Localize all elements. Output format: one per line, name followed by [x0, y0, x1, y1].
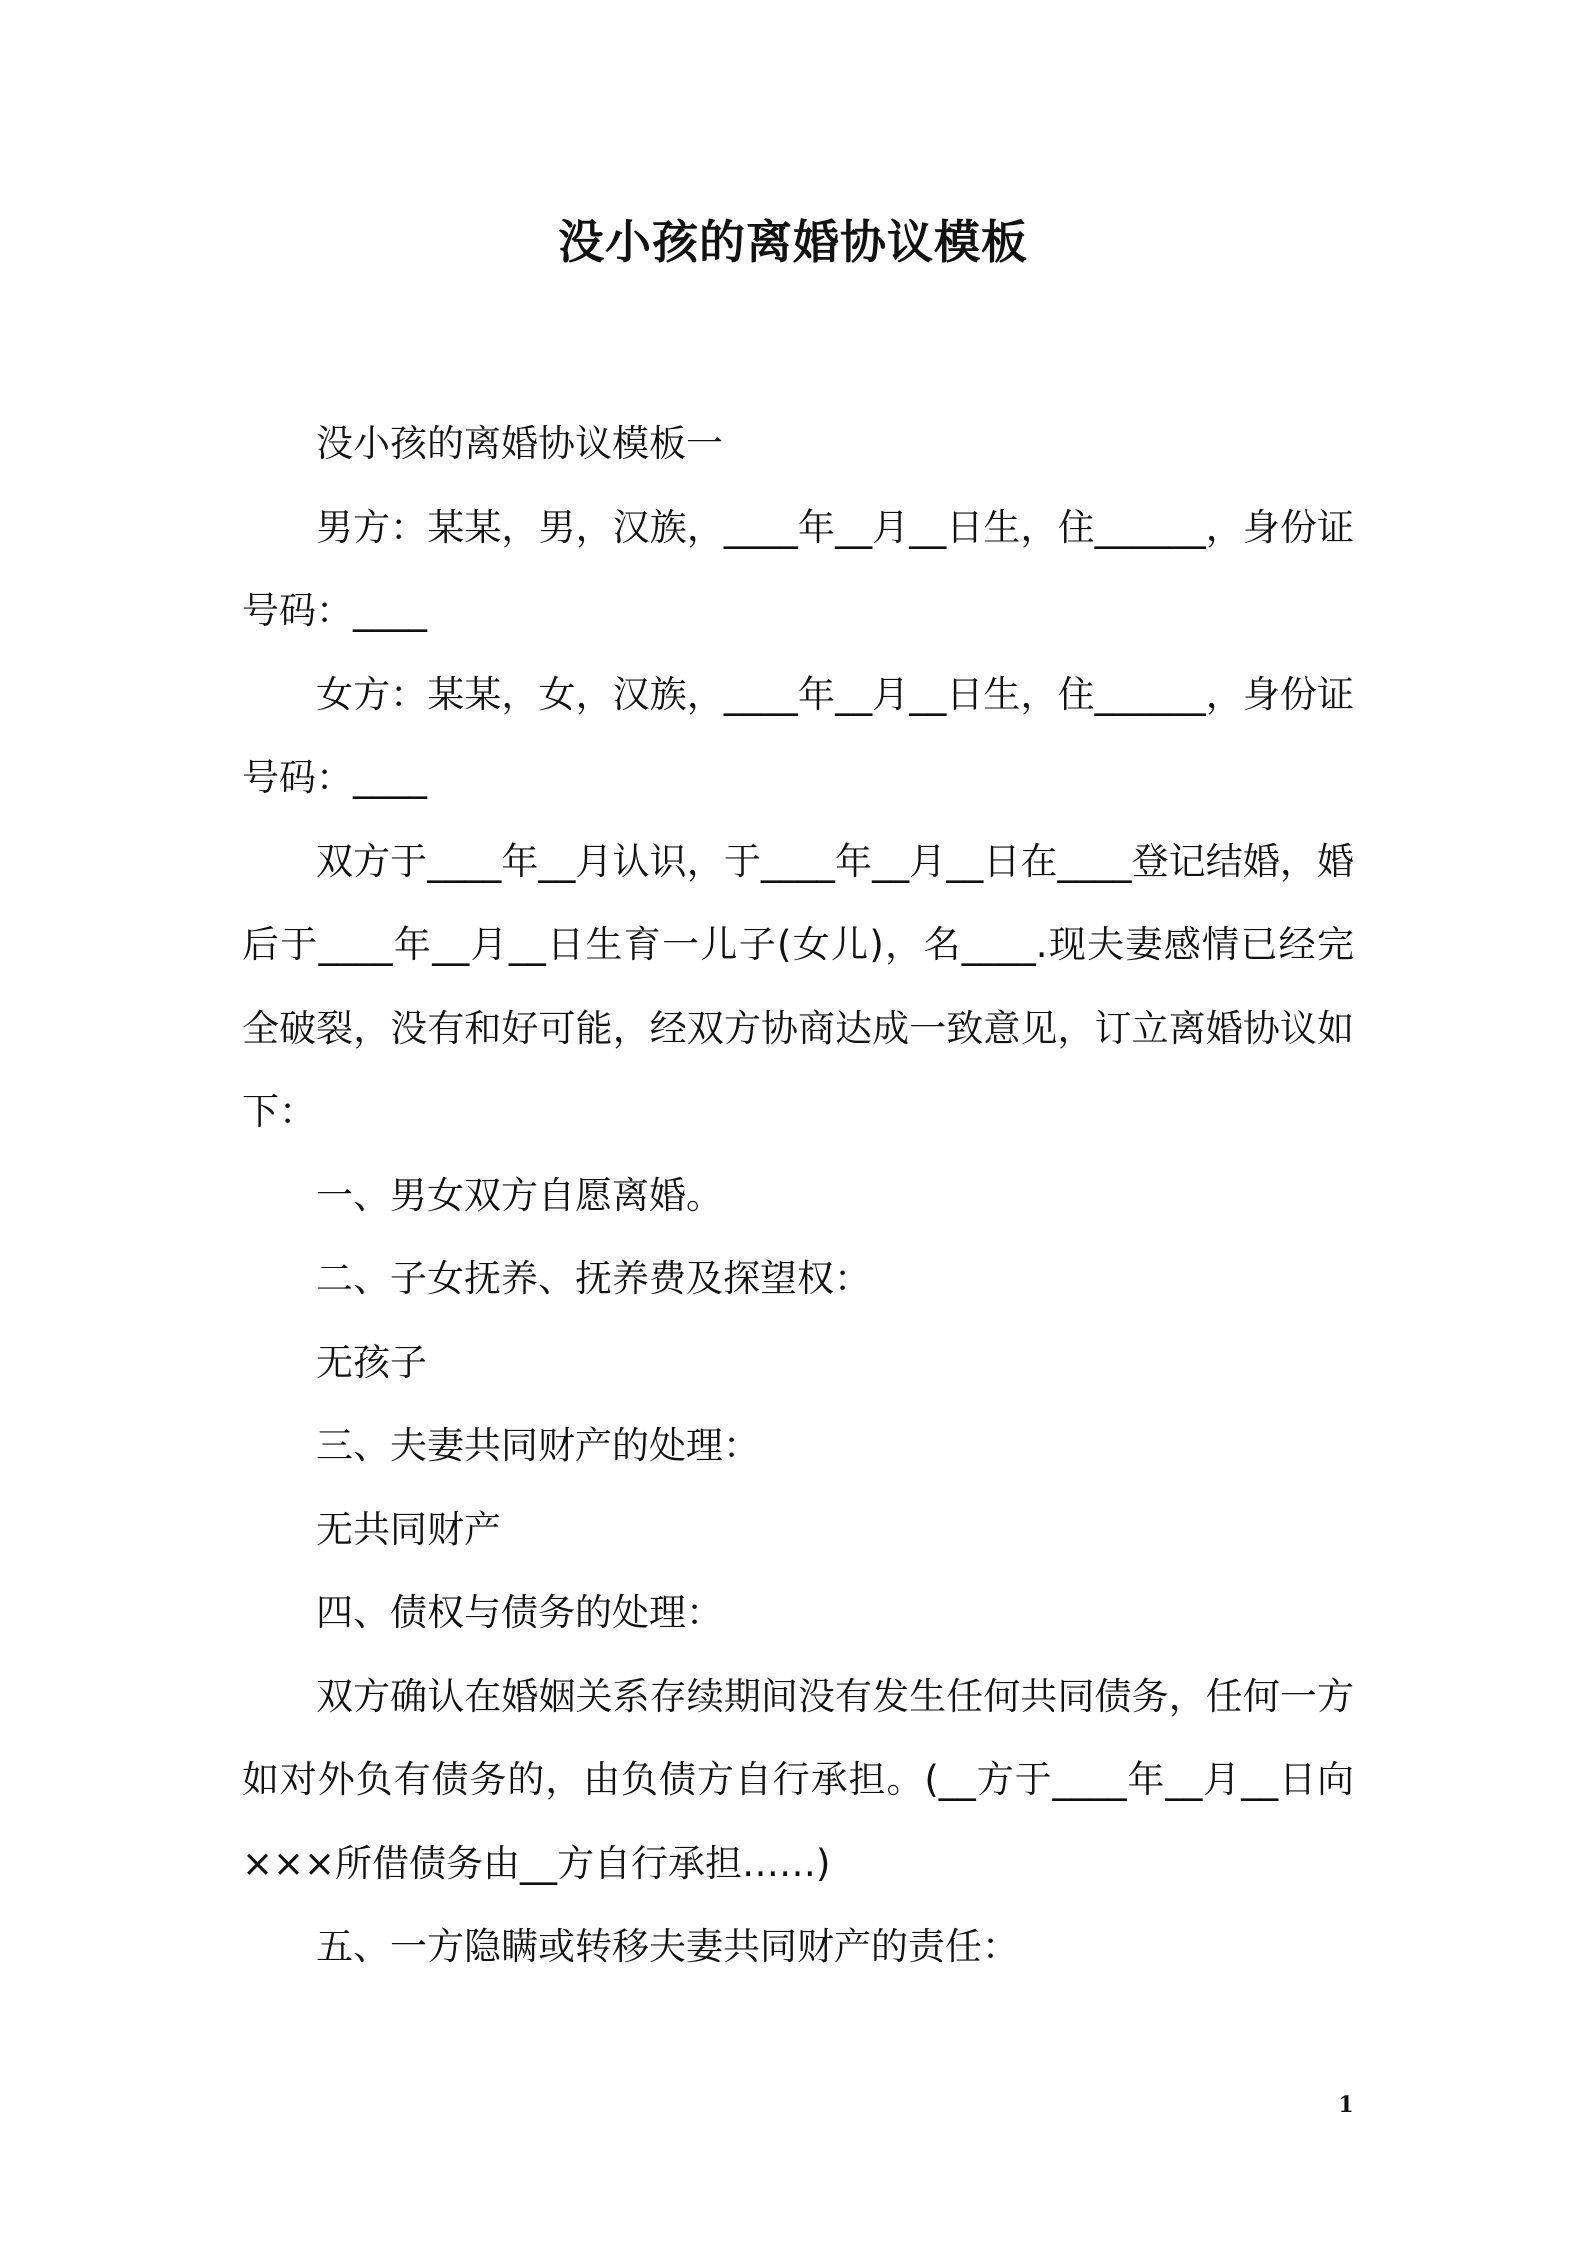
clause-four-heading-debts: 四、债权与债务的处理：	[316, 1591, 723, 1634]
clause-three-heading-joint-property: 三、夫妻共同财产的处理：	[316, 1424, 760, 1467]
clause-three-content: 无共同财产	[316, 1507, 501, 1551]
clause-two-heading-child-custody: 二、子女抚养、抚养费及探望权：	[316, 1257, 871, 1300]
paragraph-marriage-background: 双方于____年__月认识，于____年__月__日在____登记结婚，婚后于____年__月__日生育一儿子(女儿)，名____.现夫妻感情已经完全破裂，没有和好可能，经双方协商达成一致意见，订立离婚协议如下：	[242, 839, 1354, 1133]
clause-one-voluntary-divorce: 一、男女双方自愿离婚。	[316, 1173, 723, 1217]
paragraph-male-party: 男方：某某，男，汉族，____年__月__日生，住______，身份证号码：____	[242, 505, 1354, 632]
clause-two-content: 无孩子	[316, 1340, 427, 1384]
document-body	[242, 402, 1354, 1989]
page-number: 1	[1338, 2092, 1354, 2118]
section-heading-template-one: 没小孩的离婚协议模板一	[316, 422, 723, 465]
document-title: 没小孩的离婚协议模板	[558, 215, 1028, 269]
paragraph-female-party: 女方：某某，女，汉族，____年__月__日生，住______，身份证号码：____	[242, 672, 1354, 799]
clause-four-content: 双方确认在婚姻关系存续期间没有发生任何共同债务，任何一方如对外负有债务的，由负债方自行承担。(__方于____年__月__日向×××所借债务由__方自行承担……)	[242, 1674, 1354, 1885]
clause-five-heading-concealed-property: 五、一方隐瞒或转移夫妻共同财产的责任：	[316, 1925, 1019, 1968]
